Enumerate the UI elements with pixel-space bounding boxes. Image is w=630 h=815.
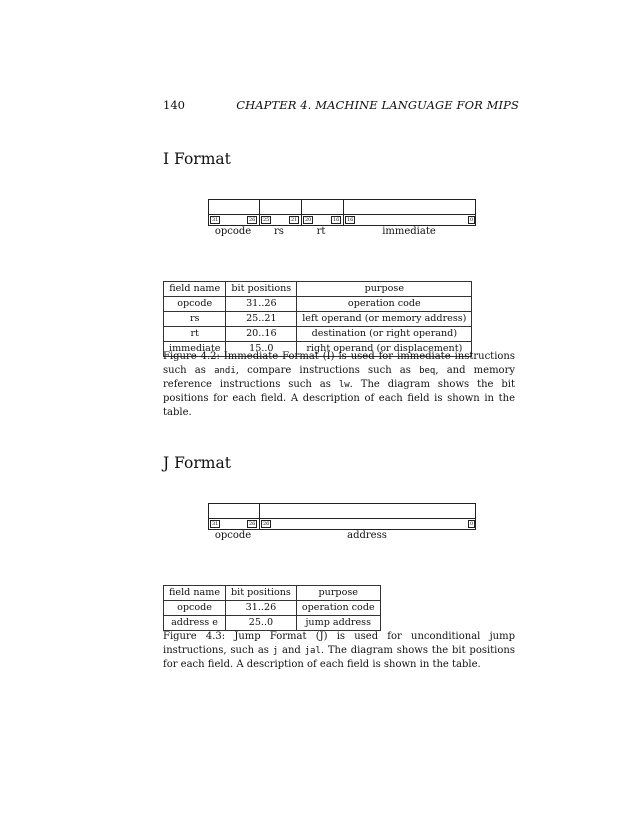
caption-text: . The diagram shows the bit positions for each field. A description of each field is shown in the table. xyxy=(163,645,515,670)
table-header-cell: purpose xyxy=(297,282,472,297)
table-cell: opcode xyxy=(164,297,226,312)
table-cell: 20..16 xyxy=(226,327,297,342)
caption-text: Figure 4.3: Jump Format (J) is used for unconditional jump instructions, such as xyxy=(163,631,515,656)
bit-label: 0 xyxy=(470,521,474,527)
table-cell: 25..0 xyxy=(226,616,297,631)
table-row xyxy=(164,312,472,327)
caption-text: and xyxy=(281,645,301,656)
table-header-row xyxy=(164,282,472,297)
table-cell: destination (or right operand) xyxy=(297,327,472,342)
table-header-cell: bit positions xyxy=(226,282,297,297)
table-cell: left operand (or memory address) xyxy=(297,312,472,327)
caption-code: lw xyxy=(338,380,350,390)
bit-label: 31 xyxy=(212,217,219,223)
bit-label: 26 xyxy=(249,217,256,223)
bit-label: 16 xyxy=(347,217,354,223)
bit-strip-line xyxy=(209,518,475,519)
j-format-diagram xyxy=(208,503,476,530)
divider-opcode-rs xyxy=(259,200,260,225)
bit-strip-line xyxy=(209,214,475,215)
table-header-row xyxy=(164,586,381,601)
table-header-cell: purpose xyxy=(296,586,380,601)
field-label-immediate: immediate xyxy=(382,226,436,237)
figure-4-2-caption xyxy=(163,350,515,420)
field-label-address: address xyxy=(347,530,387,541)
caption-text: , compare instructions such as xyxy=(235,365,411,376)
bit-label: 21 xyxy=(291,217,298,223)
bit-label: 0 xyxy=(470,217,474,223)
table-row xyxy=(164,297,472,312)
bit-label: 16 xyxy=(333,217,340,223)
caption-code: j xyxy=(272,646,279,656)
caption-code: jal xyxy=(304,646,321,656)
divider-opcode-address xyxy=(259,504,260,529)
table-row xyxy=(164,601,381,616)
divider-rs-rt xyxy=(301,200,302,225)
caption-text: Figure 4.2: Immediate Format (I) is used for immediate instructions such as xyxy=(163,351,515,376)
table-header-cell: field name xyxy=(164,586,226,601)
j-format-heading: J Format xyxy=(163,454,231,472)
i-format-table xyxy=(163,281,472,357)
table-cell: immediate xyxy=(164,342,226,357)
caption-text: , and memory reference instructions such as xyxy=(163,365,515,390)
figure-4-3-caption xyxy=(163,630,515,672)
chapter-title: CHAPTER 4. MACHINE LANGUAGE FOR MIPS xyxy=(236,98,519,112)
table-cell: 31..26 xyxy=(226,297,297,312)
i-format-heading: I Format xyxy=(163,150,231,168)
table-cell: rs xyxy=(164,312,226,327)
table-row xyxy=(164,327,472,342)
caption-code: beq xyxy=(419,366,436,376)
i-format-diagram xyxy=(208,199,476,226)
field-label-opcode: opcode xyxy=(214,530,252,541)
table-cell: 25..21 xyxy=(226,312,297,327)
bit-label: 25 xyxy=(263,217,270,223)
table-cell: operation code xyxy=(296,601,380,616)
table-cell: 31..26 xyxy=(226,601,297,616)
bit-label: 26 xyxy=(249,521,256,527)
table-cell: operation code xyxy=(297,297,472,312)
caption-code: andi xyxy=(214,366,236,376)
table-cell: 15..0 xyxy=(226,342,297,357)
table-cell: address e xyxy=(164,616,226,631)
field-label-opcode: opcode xyxy=(214,226,252,237)
table-cell: opcode xyxy=(164,601,226,616)
table-header-cell: field name xyxy=(164,282,226,297)
field-label-rs: rs xyxy=(274,226,284,237)
table-cell: right operand (or displacement) xyxy=(297,342,472,357)
bit-label: 20 xyxy=(305,217,312,223)
table-cell: jump address xyxy=(296,616,380,631)
bit-label: 31 xyxy=(212,521,219,527)
table-cell: rt xyxy=(164,327,226,342)
caption-text: . The diagram shows the bit positions for each field. A description of each field is shown in the table. xyxy=(163,379,515,418)
page-number: 140 xyxy=(163,98,185,112)
field-label-rt: rt xyxy=(316,226,326,237)
divider-rt-immediate xyxy=(343,200,344,225)
table-row xyxy=(164,616,381,631)
j-format-table xyxy=(163,585,381,631)
table-header-cell: bit positions xyxy=(226,586,297,601)
bit-label: 26 xyxy=(263,521,270,527)
